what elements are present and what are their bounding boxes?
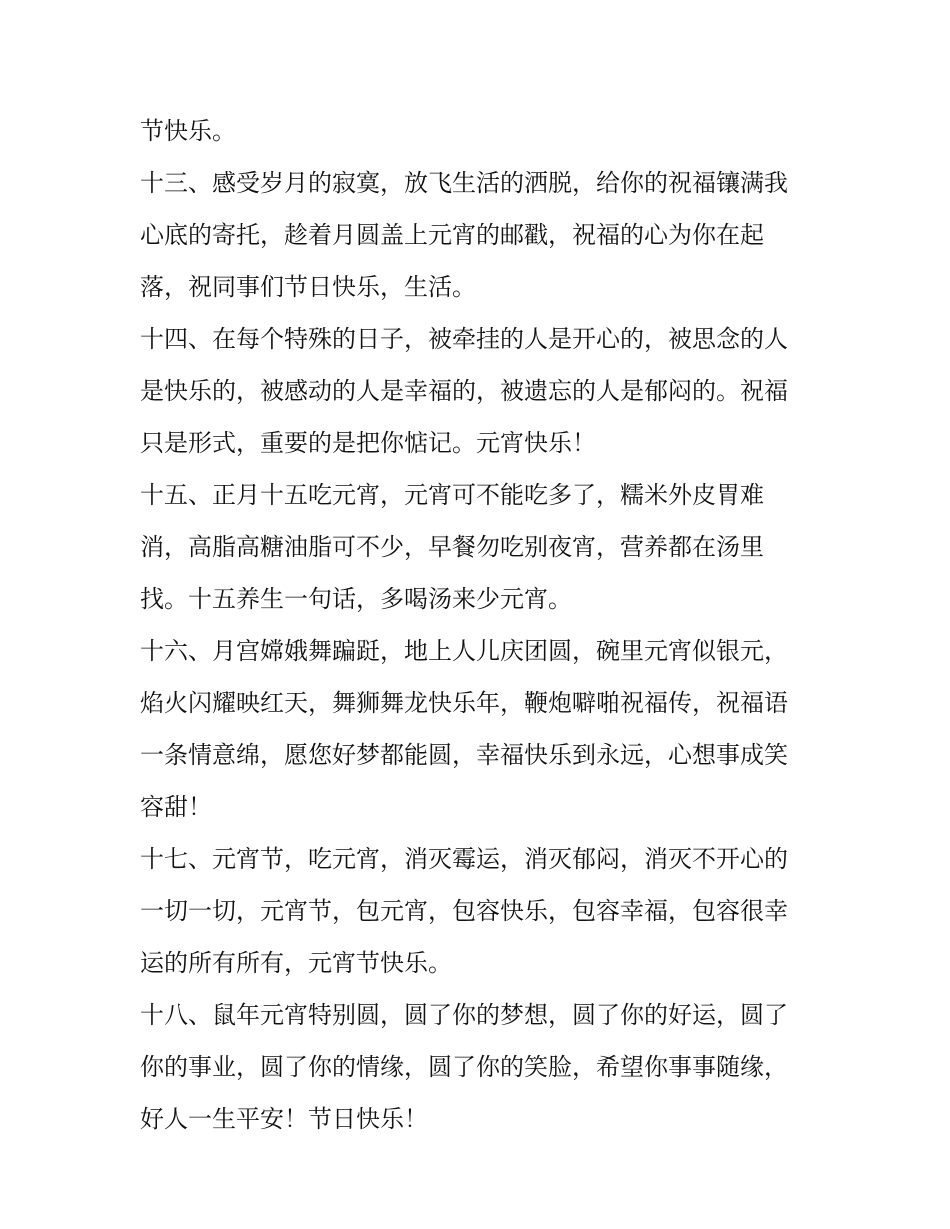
text-line: 十六、月宫嫦娥舞蹁跹，地上人儿庆团圆，碗里元宵似银元， — [140, 637, 788, 665]
text-line: 一条情意绵，愿您好梦都能圆，幸福快乐到永远，心想事成笑 — [140, 741, 788, 769]
text-line: 运的所有所有，元宵节快乐。 — [140, 949, 452, 977]
text-line: 找。十五养生一句话，多喝汤来少元宵。 — [140, 585, 572, 613]
text-line: 容甜！ — [140, 793, 212, 821]
text-line: 好人一生平安！节日快乐！ — [140, 1105, 428, 1133]
text-line: 消，高脂高糖油脂可不少，早餐勿吃别夜宵，营养都在汤里 — [140, 533, 764, 561]
text-line: 十四、在每个特殊的日子，被牵挂的人是开心的，被思念的人 — [140, 325, 788, 353]
text-line: 一切一切，元宵节，包元宵，包容快乐，包容幸福，包容很幸 — [140, 897, 788, 925]
text-line: 只是形式，重要的是把你惦记。元宵快乐！ — [140, 429, 596, 457]
text-line: 焰火闪耀映红天，舞狮舞龙快乐年，鞭炮噼啪祝福传，祝福语 — [140, 689, 788, 717]
text-line: 落，祝同事们节日快乐，生活。 — [140, 273, 476, 301]
text-line: 十五、正月十五吃元宵，元宵可不能吃多了，糯米外皮胃难 — [140, 481, 764, 509]
text-line: 你的事业，圆了你的情缘，圆了你的笑脸，希望你事事随缘， — [140, 1053, 788, 1081]
text-line: 十七、元宵节，吃元宵，消灭霉运，消灭郁闷，消灭不开心的 — [140, 845, 788, 873]
document-body — [140, 105, 820, 1145]
text-line: 是快乐的，被感动的人是幸福的，被遗忘的人是郁闷的。祝福 — [140, 377, 788, 405]
text-line: 心底的寄托，趁着月圆盖上元宵的邮戳，祝福的心为你在起 — [140, 221, 764, 249]
text-line: 十三、感受岁月的寂寞，放飞生活的洒脱，给你的祝福镶满我 — [140, 169, 788, 197]
text-line: 十八、鼠年元宵特别圆，圆了你的梦想，圆了你的好运，圆了 — [140, 1001, 788, 1029]
text-line: 节快乐。 — [140, 117, 236, 145]
